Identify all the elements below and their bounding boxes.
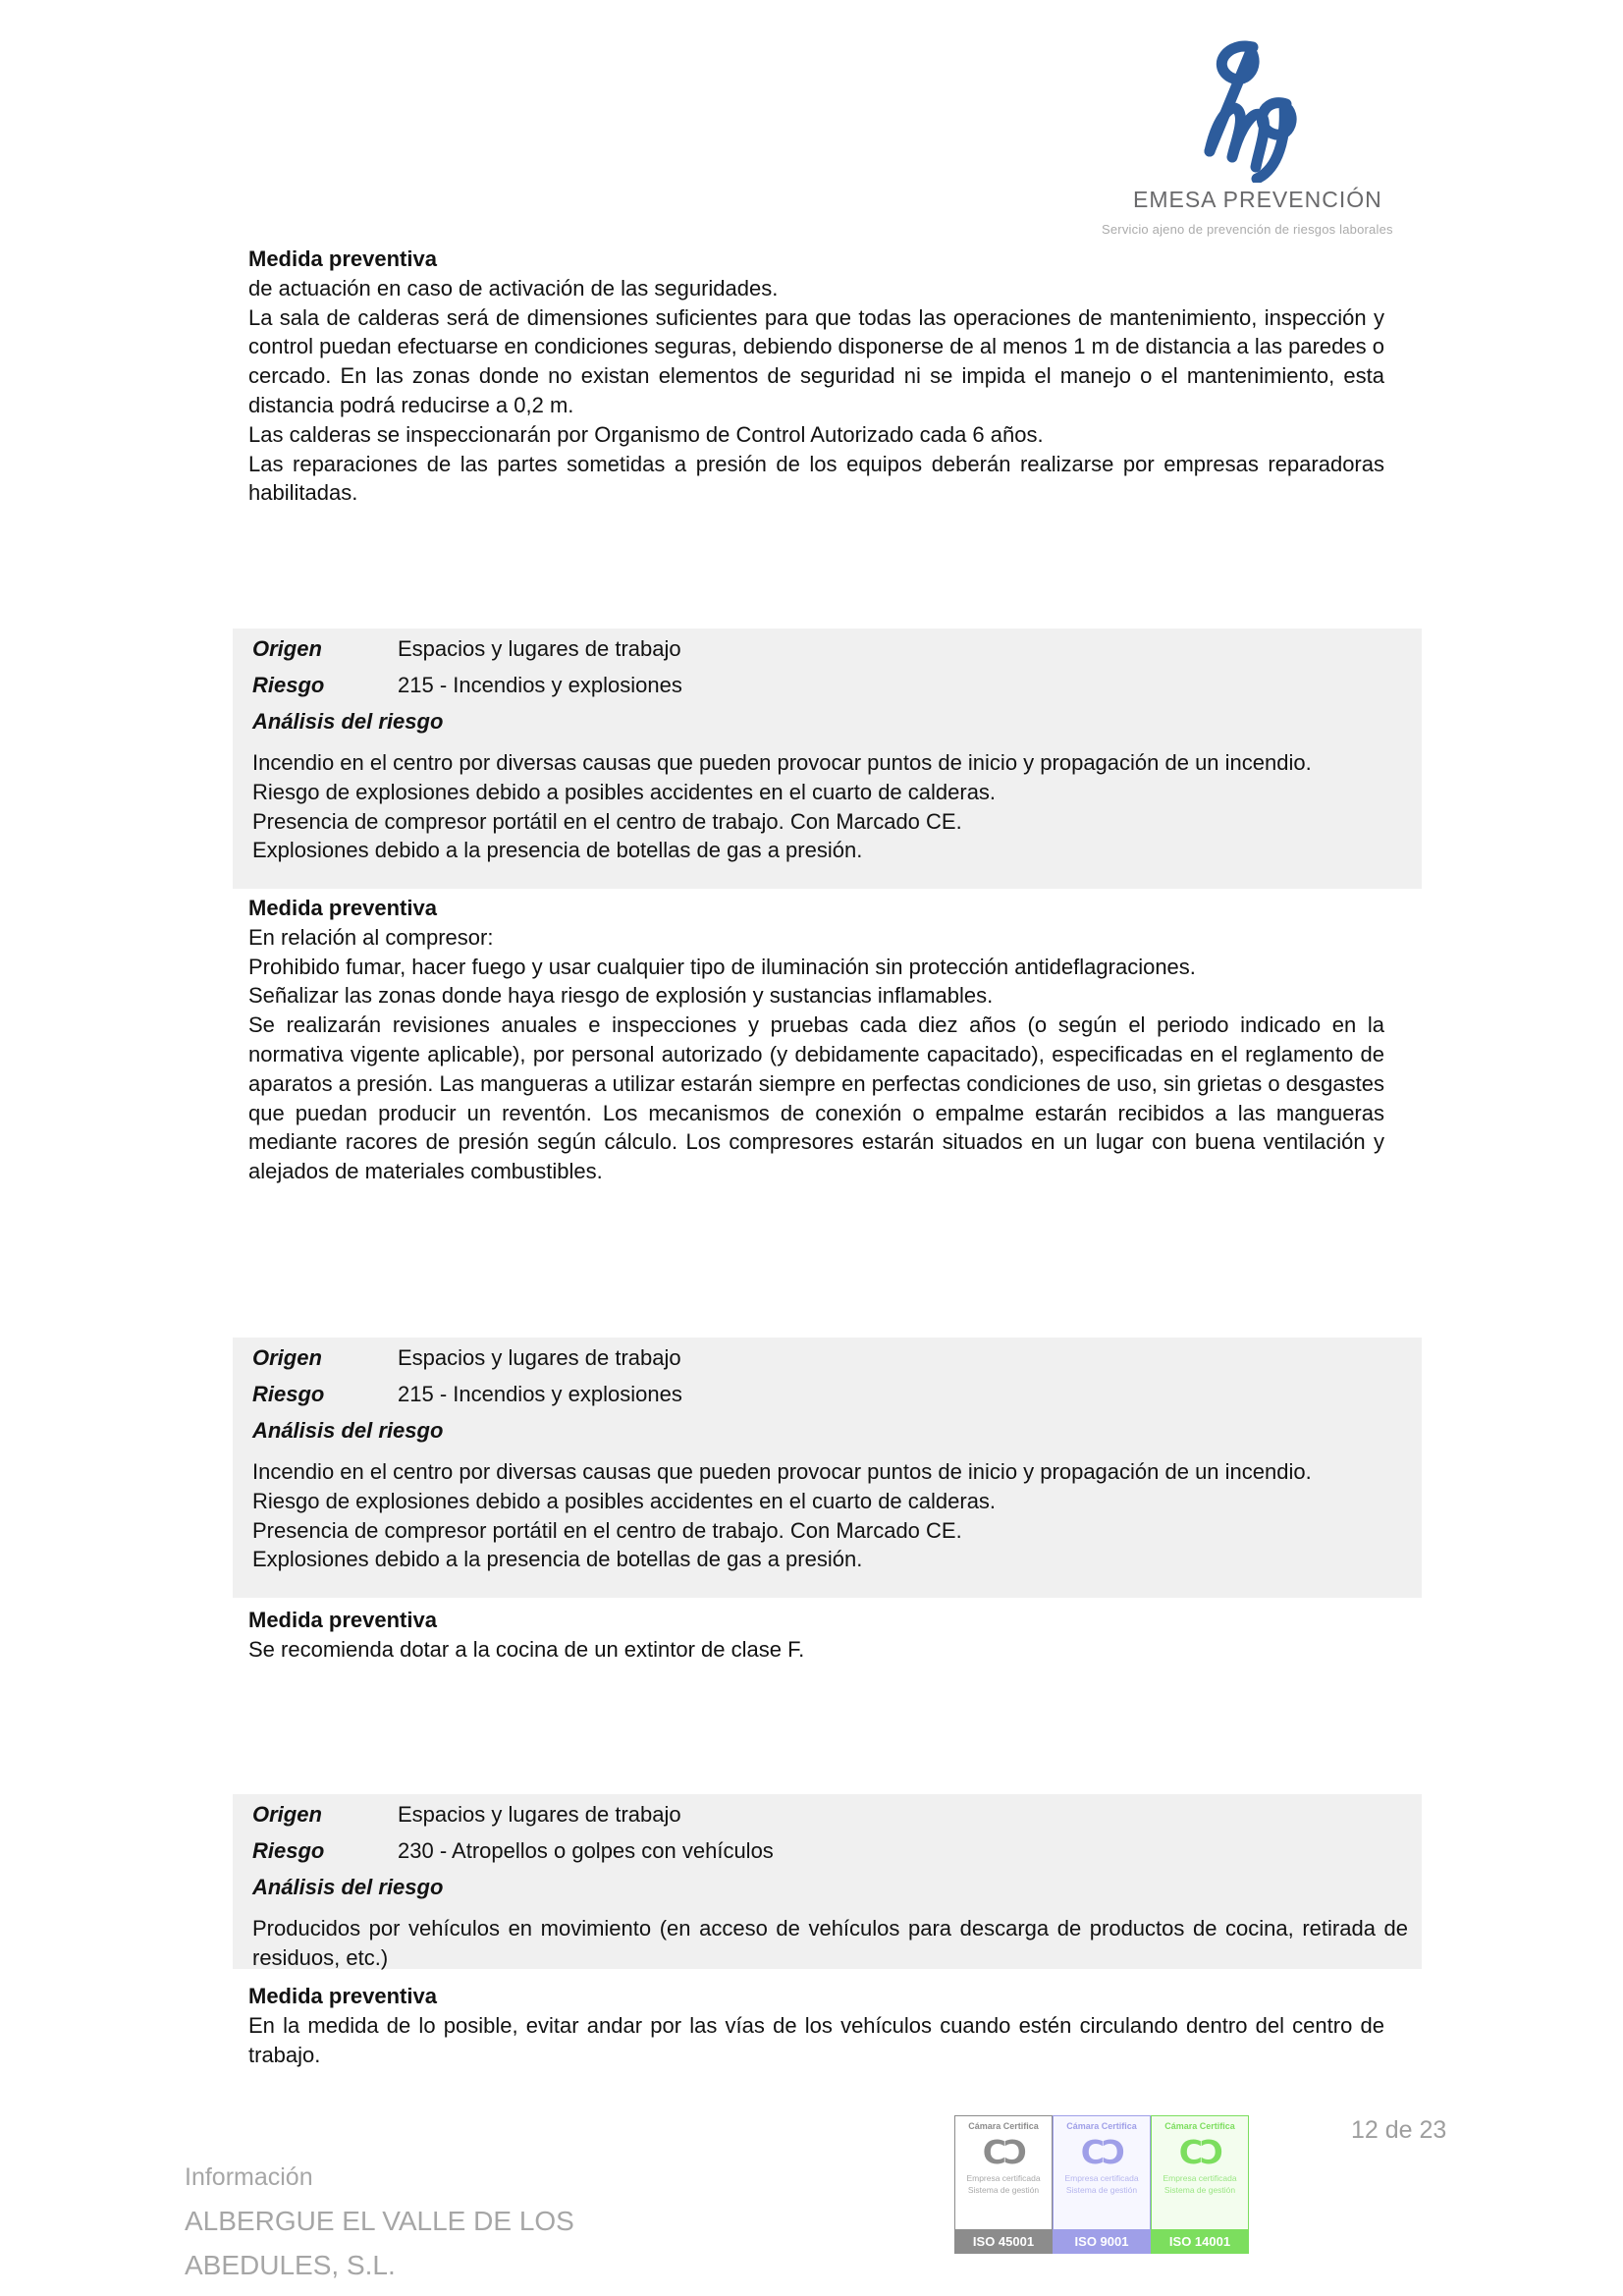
risk-box-1 [233, 629, 1422, 889]
camara-certifica-icon: CƆ [1178, 2133, 1221, 2171]
risk-box-2 [233, 1338, 1422, 1598]
camara-certifica-icon: CƆ [1080, 2133, 1123, 2171]
badge-iso-label: ISO 45001 [955, 2229, 1052, 2253]
badge-iso-label: ISO 9001 [1054, 2229, 1150, 2253]
certification-badges [954, 2115, 1249, 2254]
footer-company-line: ABEDULES, S.L. [185, 2250, 396, 2280]
risk-label: Riesgo [252, 1382, 325, 1406]
measure-paragraph: de actuación en caso de activación de las seguridades. [248, 275, 779, 301]
badge-header: Cámara Certifica [968, 2121, 1039, 2131]
measure-title: Medida preventiva [248, 1608, 437, 1632]
footer-company-line: ALBERGUE EL VALLE DE LOS [185, 2206, 574, 2236]
measure-block-1 [248, 245, 1384, 508]
badge-line: Empresa certificada [966, 2173, 1041, 2183]
analysis-paragraph: Presencia de compresor portátil en el centro de trabajo. Con Marcado CE. [252, 808, 962, 834]
measure-title: Medida preventiva [248, 246, 437, 271]
iso-45001-badge-icon [954, 2115, 1053, 2254]
measure-block-4 [248, 1982, 1384, 2069]
badge-line: Sistema de gestión [1065, 2185, 1138, 2195]
emesa-logo-icon [1176, 35, 1299, 183]
origin-value: Espacios y lugares de trabajo [398, 1802, 681, 1827]
badge-line: Empresa certificada [1163, 2173, 1237, 2183]
measure-block-2 [248, 894, 1384, 1186]
risk-row [252, 671, 1408, 700]
badge-iso-label: ISO 14001 [1152, 2229, 1248, 2253]
risk-value: 230 - Atropellos o golpes con vehículos [398, 1838, 774, 1863]
measure-paragraph: En la medida de lo posible, evitar andar por las vías de los vehículos cuando estén circulando dentro del centro de trabajo. [248, 2012, 1384, 2067]
analysis-paragraph: Riesgo de explosiones debido a posibles accidentes en el cuarto de calderas. [252, 1488, 997, 1513]
analysis-paragraph: Riesgo de explosiones debido a posibles accidentes en el cuarto de calderas. [252, 779, 997, 804]
measure-paragraph: Se recomienda dotar a la cocina de un extintor de clase F. [248, 1636, 805, 1662]
risk-value: 215 - Incendios y explosiones [398, 673, 682, 697]
iso-14001-badge-icon [1151, 2115, 1249, 2254]
page-indicator: 12 de 23 [1351, 2116, 1447, 2144]
risk-box-3 [233, 1794, 1422, 1969]
risk-label: Riesgo [252, 1838, 325, 1863]
measure-block-3 [248, 1606, 1384, 1665]
footer-company-info [185, 2156, 574, 2287]
analysis-paragraph: Explosiones debido a la presencia de botellas de gas a presión. [252, 1547, 863, 1572]
origin-row [252, 1343, 1408, 1373]
analysis-paragraph: Incendio en el centro por diversas causas que pueden provocar puntos de inicio y propagación de un incendio. [252, 750, 1312, 775]
iso-9001-badge-icon [1053, 2115, 1151, 2254]
measure-paragraph: Las reparaciones de las partes sometidas a presión de los equipos deberán realizarse por empresas reparadoras habilitadas. [248, 451, 1384, 506]
origin-row [252, 634, 1408, 664]
badge-line: Empresa certificada [1064, 2173, 1139, 2183]
brand-name: EMESA PREVENCIÓN [1133, 187, 1382, 212]
badge-line: Sistema de gestión [967, 2185, 1040, 2195]
origin-label: Origen [252, 636, 322, 661]
measure-paragraph: Se realizarán revisiones anuales e inspecciones y pruebas cada diez años (o según el periodo indicado en la normativa vigente aplicable), por personal autorizado (y debidamente capacitado), especificadas en el reglamento de aparatos a presión. Las mangueras a utilizar estarán siempre en perfectas condiciones de uso, sin grietas o desgastes que puedan producir un reventón. Los mecanismos de conexión o empalme estarán recibidos a las mangueras mediante racores de presión según cálculo. Los compresores estarán situados en un lugar con buena ventilación y alejados de materiales combustibles. [248, 1012, 1384, 1184]
measure-paragraph: En relación al compresor: [248, 924, 494, 950]
origin-value: Espacios y lugares de trabajo [398, 636, 681, 661]
measure-paragraph: La sala de calderas será de dimensiones suficientes para que todas las operaciones de mantenimiento, inspección y control puedan efectuarse en condiciones seguras, debiendo disponerse de al menos 1 m de distancia a las paredes o cercado. En las zonas donde no existan elementos de seguridad ni se impida el manejo o el mantenimiento, esta distancia podrá reducirse a 0,2 m. [248, 304, 1384, 417]
analysis-paragraph: Explosiones debido a la presencia de botellas de gas a presión. [252, 838, 863, 863]
brand-tagline: Servicio ajeno de prevención de riesgos laborales [1102, 222, 1393, 237]
origin-row [252, 1800, 1408, 1830]
badge-line: Sistema de gestión [1163, 2185, 1236, 2195]
measure-title: Medida preventiva [248, 1984, 437, 2008]
measure-paragraph: Las calderas se inspeccionarán por Organismo de Control Autorizado cada 6 años. [248, 421, 1044, 447]
measure-title: Medida preventiva [248, 896, 437, 920]
badge-header: Cámara Certifica [1164, 2121, 1235, 2131]
badge-header: Cámara Certifica [1066, 2121, 1137, 2131]
origin-label: Origen [252, 1802, 322, 1827]
measure-paragraph: Prohibido fumar, hacer fuego y usar cualquier tipo de iluminación sin protección antideflagraciones. [248, 954, 1196, 979]
origin-label: Origen [252, 1345, 322, 1370]
analysis-label: Análisis del riesgo [252, 1875, 444, 1899]
risk-row [252, 1380, 1408, 1409]
analysis-paragraph: Presencia de compresor portátil en el centro de trabajo. Con Marcado CE. [252, 1517, 962, 1543]
analysis-label: Análisis del riesgo [252, 1418, 444, 1443]
measure-paragraph: Señalizar las zonas donde haya riesgo de explosión y sustancias inflamables. [248, 983, 994, 1009]
analysis-paragraph: Incendio en el centro por diversas causas que pueden provocar puntos de inicio y propagación de un incendio. [252, 1459, 1312, 1484]
risk-label: Riesgo [252, 673, 325, 697]
analysis-paragraph: Producidos por vehículos en movimiento (en acceso de vehículos para descarga de productos de cocina, retirada de residuos, etc.) [252, 1916, 1408, 1970]
footer-info-label: Información [185, 2163, 313, 2191]
risk-row [252, 1836, 1408, 1866]
risk-value: 215 - Incendios y explosiones [398, 1382, 682, 1406]
analysis-label: Análisis del riesgo [252, 709, 444, 734]
camara-certifica-icon: CƆ [982, 2133, 1025, 2171]
origin-value: Espacios y lugares de trabajo [398, 1345, 681, 1370]
